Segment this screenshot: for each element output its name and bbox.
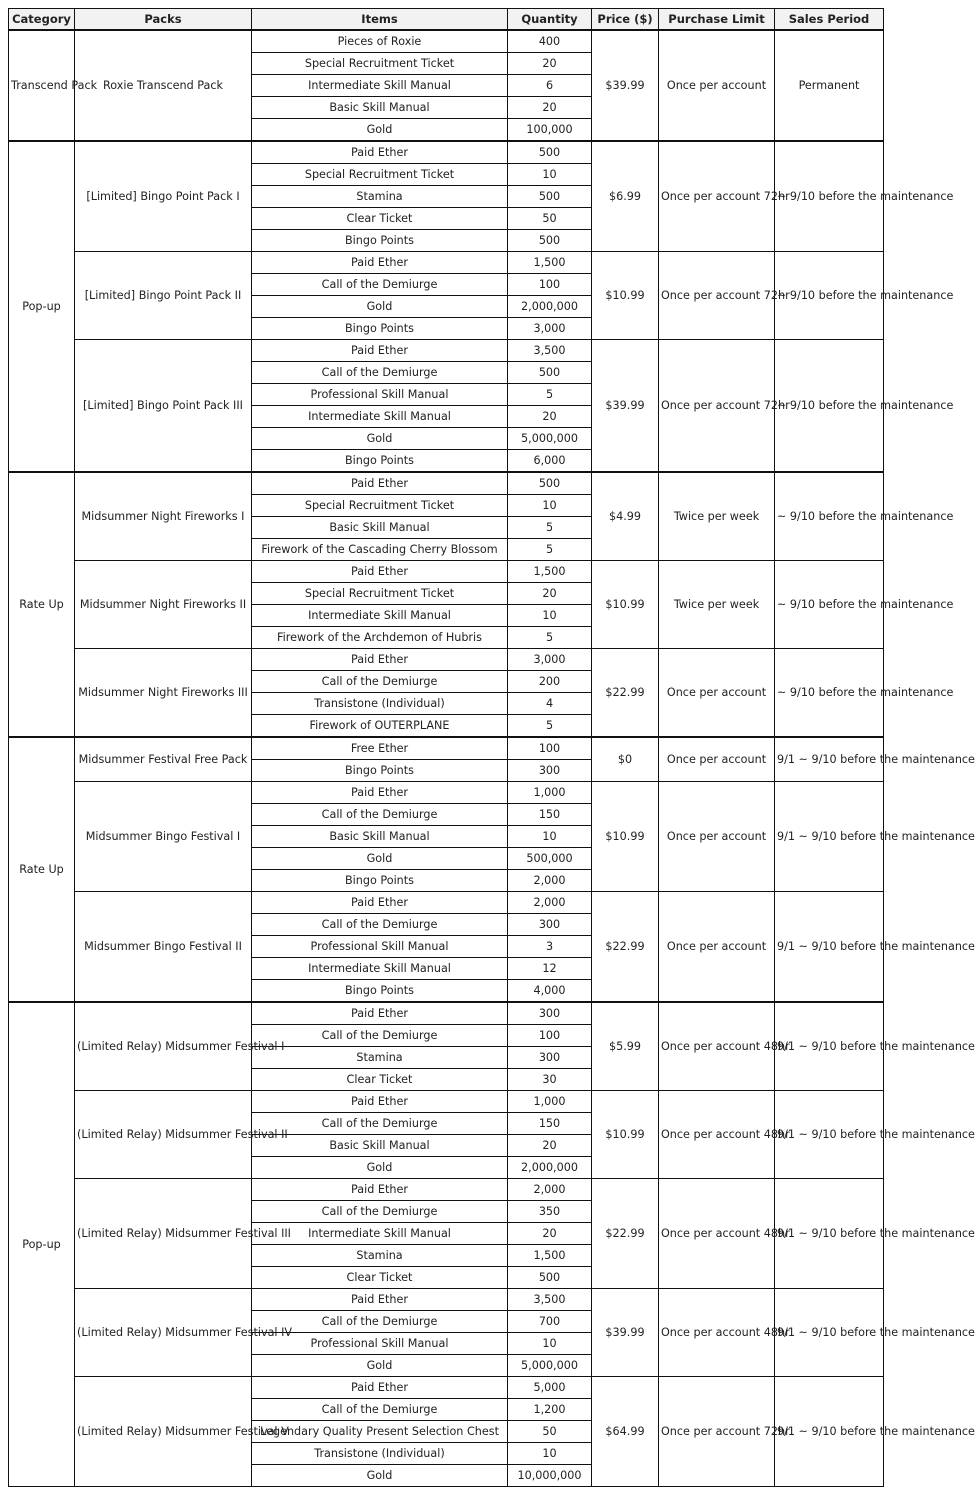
item-name-cell: Paid Ether xyxy=(252,340,508,362)
item-quantity-cell: 700 xyxy=(508,1311,592,1333)
item-quantity-cell: 2,000,000 xyxy=(508,1157,592,1179)
item-quantity-cell: 4 xyxy=(508,693,592,715)
table-row xyxy=(9,561,884,583)
pack-period-cell: 9/1 ~ 9/10 before the maintenance xyxy=(775,1289,884,1377)
pack-price-cell: $4.99 xyxy=(592,472,659,561)
item-quantity-cell: 300 xyxy=(508,1047,592,1069)
pack-period-cell: ~ 9/10 before the maintenance xyxy=(775,252,884,340)
pack-name-cell: (Limited Relay) Midsummer Festival IV xyxy=(75,1289,252,1377)
pack-name-cell: Midsummer Bingo Festival I xyxy=(75,782,252,892)
item-quantity-cell: 1,500 xyxy=(508,561,592,583)
item-name-cell: Bingo Points xyxy=(252,760,508,782)
pack-limit-cell: Once per account xyxy=(659,892,775,1003)
item-name-cell: Gold xyxy=(252,296,508,318)
pack-price-cell: $22.99 xyxy=(592,649,659,738)
item-quantity-cell: 400 xyxy=(508,30,592,53)
table-body xyxy=(9,30,975,1487)
item-name-cell: Stamina xyxy=(252,1245,508,1267)
item-name-cell: Professional Skill Manual xyxy=(252,1333,508,1355)
item-name-cell: Call of the Demiurge xyxy=(252,1311,508,1333)
item-quantity-cell: 500 xyxy=(508,141,592,164)
item-name-cell: Clear Ticket xyxy=(252,1069,508,1091)
pack-name-cell: Midsummer Night Fireworks II xyxy=(75,561,252,649)
item-name-cell: Clear Ticket xyxy=(252,208,508,230)
item-name-cell: Gold xyxy=(252,119,508,142)
item-quantity-cell: 300 xyxy=(508,1002,592,1025)
item-name-cell: Paid Ether xyxy=(252,1002,508,1025)
pack-price-cell: $10.99 xyxy=(592,561,659,649)
category-cell: Pop-up xyxy=(9,1002,75,1487)
item-name-cell: Paid Ether xyxy=(252,782,508,804)
item-quantity-cell: 150 xyxy=(508,1113,592,1135)
item-name-cell: Bingo Points xyxy=(252,980,508,1003)
pack-price-cell: $6.99 xyxy=(592,141,659,252)
item-name-cell: Paid Ether xyxy=(252,892,508,914)
item-name-cell: Firework of OUTERPLANE xyxy=(252,715,508,738)
item-quantity-cell: 10 xyxy=(508,1333,592,1355)
item-name-cell: Intermediate Skill Manual xyxy=(252,1223,508,1245)
item-name-cell: Pieces of Roxie xyxy=(252,30,508,53)
table-row xyxy=(9,1002,884,1025)
item-name-cell: Call of the Demiurge xyxy=(252,671,508,693)
item-name-cell: Transistone (Individual) xyxy=(252,1443,508,1465)
pack-price-cell: $39.99 xyxy=(592,340,659,473)
item-quantity-cell: 300 xyxy=(508,914,592,936)
category-cell: Rate Up xyxy=(9,737,75,1002)
header-sales-period: Sales Period xyxy=(775,9,884,31)
item-quantity-cell: 1,500 xyxy=(508,1245,592,1267)
table-row xyxy=(9,1179,884,1201)
pack-period-cell: ~ 9/10 before the maintenance xyxy=(775,649,884,738)
header-packs: Packs xyxy=(75,9,252,31)
pack-limit-cell: Once per account 72hr xyxy=(659,252,775,340)
item-quantity-cell: 3 xyxy=(508,936,592,958)
pack-period-cell: 9/1 ~ 9/10 before the maintenance xyxy=(775,1002,884,1091)
item-quantity-cell: 20 xyxy=(508,97,592,119)
item-quantity-cell: 1,000 xyxy=(508,782,592,804)
item-quantity-cell: 3,000 xyxy=(508,649,592,671)
item-name-cell: Gold xyxy=(252,1465,508,1487)
pack-period-cell: Permanent xyxy=(775,30,884,141)
item-quantity-cell: 50 xyxy=(508,1421,592,1443)
item-name-cell: Special Recruitment Ticket xyxy=(252,583,508,605)
pack-limit-cell: Once per account xyxy=(659,30,775,141)
item-name-cell: Intermediate Skill Manual xyxy=(252,406,508,428)
item-name-cell: Intermediate Skill Manual xyxy=(252,605,508,627)
item-quantity-cell: 100,000 xyxy=(508,119,592,142)
item-quantity-cell: 500 xyxy=(508,186,592,208)
item-quantity-cell: 2,000 xyxy=(508,892,592,914)
item-name-cell: Gold xyxy=(252,1355,508,1377)
item-quantity-cell: 500 xyxy=(508,230,592,252)
pack-price-cell: $64.99 xyxy=(592,1377,659,1487)
item-quantity-cell: 1,200 xyxy=(508,1399,592,1421)
pack-period-cell: ~ 9/10 before the maintenance xyxy=(775,141,884,252)
pack-limit-cell: Once per account 72hr xyxy=(659,340,775,473)
item-name-cell: Special Recruitment Ticket xyxy=(252,495,508,517)
table-row xyxy=(9,340,884,362)
pack-period-cell: ~ 9/10 before the maintenance xyxy=(775,472,884,561)
item-name-cell: Paid Ether xyxy=(252,1179,508,1201)
item-name-cell: Transistone (Individual) xyxy=(252,693,508,715)
item-quantity-cell: 10,000,000 xyxy=(508,1465,592,1487)
item-quantity-cell: 2,000,000 xyxy=(508,296,592,318)
item-name-cell: Bingo Points xyxy=(252,230,508,252)
item-quantity-cell: 300 xyxy=(508,760,592,782)
pack-name-cell: Midsummer Night Fireworks I xyxy=(75,472,252,561)
item-name-cell: Firework of the Cascading Cherry Blossom xyxy=(252,539,508,561)
pack-limit-cell: Twice per week xyxy=(659,561,775,649)
item-name-cell: Firework of the Archdemon of Hubris xyxy=(252,627,508,649)
item-quantity-cell: 500 xyxy=(508,472,592,495)
pack-limit-cell: Once per account 72hr xyxy=(659,1377,775,1487)
pack-name-cell: [Limited] Bingo Point Pack II xyxy=(75,252,252,340)
item-quantity-cell: 20 xyxy=(508,1223,592,1245)
item-name-cell: Call of the Demiurge xyxy=(252,1025,508,1047)
table-row xyxy=(9,30,884,53)
item-name-cell: Paid Ether xyxy=(252,1091,508,1113)
item-quantity-cell: 5,000,000 xyxy=(508,1355,592,1377)
header-category: Category xyxy=(9,9,75,31)
item-quantity-cell: 3,500 xyxy=(508,1289,592,1311)
item-name-cell: Free Ether xyxy=(252,737,508,760)
item-quantity-cell: 20 xyxy=(508,406,592,428)
category-cell: Transcend Pack xyxy=(9,30,75,141)
pack-name-cell: [Limited] Bingo Point Pack I xyxy=(75,141,252,252)
pack-limit-cell: Once per account xyxy=(659,649,775,738)
item-quantity-cell: 5,000 xyxy=(508,1377,592,1399)
item-quantity-cell: 350 xyxy=(508,1201,592,1223)
item-quantity-cell: 10 xyxy=(508,495,592,517)
pack-name-cell: (Limited Relay) Midsummer Festival V xyxy=(75,1377,252,1487)
item-quantity-cell: 6 xyxy=(508,75,592,97)
item-quantity-cell: 10 xyxy=(508,826,592,848)
item-name-cell: Gold xyxy=(252,1157,508,1179)
pack-name-cell: (Limited Relay) Midsummer Festival I xyxy=(75,1002,252,1091)
item-name-cell: Paid Ether xyxy=(252,1289,508,1311)
item-name-cell: Special Recruitment Ticket xyxy=(252,53,508,75)
pack-name-cell: Midsummer Bingo Festival II xyxy=(75,892,252,1003)
item-quantity-cell: 10 xyxy=(508,164,592,186)
pack-name-cell: [Limited] Bingo Point Pack III xyxy=(75,340,252,473)
pack-name-cell: (Limited Relay) Midsummer Festival III xyxy=(75,1179,252,1289)
pack-limit-cell: Once per account 48hr xyxy=(659,1179,775,1289)
pack-period-cell: ~ 9/10 before the maintenance xyxy=(775,340,884,473)
packs-table xyxy=(8,8,975,1487)
pack-limit-cell: Once per account xyxy=(659,737,775,782)
pack-limit-cell: Once per account 72hr xyxy=(659,141,775,252)
item-quantity-cell: 150 xyxy=(508,804,592,826)
item-name-cell: Call of the Demiurge xyxy=(252,274,508,296)
item-name-cell: Special Recruitment Ticket xyxy=(252,164,508,186)
item-quantity-cell: 500,000 xyxy=(508,848,592,870)
table-row xyxy=(9,1377,884,1399)
item-name-cell: Intermediate Skill Manual xyxy=(252,958,508,980)
item-name-cell: Basic Skill Manual xyxy=(252,97,508,119)
item-quantity-cell: 5 xyxy=(508,627,592,649)
item-quantity-cell: 20 xyxy=(508,583,592,605)
item-name-cell: Bingo Points xyxy=(252,318,508,340)
item-quantity-cell: 100 xyxy=(508,737,592,760)
item-name-cell: Call of the Demiurge xyxy=(252,804,508,826)
pack-limit-cell: Once per account 48hr xyxy=(659,1002,775,1091)
item-name-cell: Professional Skill Manual xyxy=(252,384,508,406)
item-name-cell: Stamina xyxy=(252,1047,508,1069)
item-quantity-cell: 30 xyxy=(508,1069,592,1091)
item-name-cell: Paid Ether xyxy=(252,141,508,164)
item-name-cell: Basic Skill Manual xyxy=(252,826,508,848)
item-name-cell: Call of the Demiurge xyxy=(252,914,508,936)
item-quantity-cell: 20 xyxy=(508,1135,592,1157)
pack-price-cell: $5.99 xyxy=(592,1002,659,1091)
item-quantity-cell: 500 xyxy=(508,1267,592,1289)
category-cell: Pop-up xyxy=(9,141,75,472)
pack-name-cell: Midsummer Night Fireworks III xyxy=(75,649,252,738)
table-row xyxy=(9,252,884,274)
item-quantity-cell: 3,500 xyxy=(508,340,592,362)
item-quantity-cell: 10 xyxy=(508,605,592,627)
item-name-cell: Intermediate Skill Manual xyxy=(252,75,508,97)
item-quantity-cell: 6,000 xyxy=(508,450,592,473)
item-name-cell: Paid Ether xyxy=(252,649,508,671)
item-name-cell: Legendary Quality Present Selection Chest xyxy=(252,1421,508,1443)
header-items: Items xyxy=(252,9,508,31)
header-price: Price ($) xyxy=(592,9,659,31)
item-name-cell: Bingo Points xyxy=(252,450,508,473)
item-name-cell: Basic Skill Manual xyxy=(252,517,508,539)
item-quantity-cell: 200 xyxy=(508,671,592,693)
pack-limit-cell: Once per account 48hr xyxy=(659,1289,775,1377)
pack-name-cell: Roxie Transcend Pack xyxy=(75,30,252,141)
pack-period-cell: 9/1 ~ 9/10 before the maintenance xyxy=(775,892,884,1003)
item-quantity-cell: 4,000 xyxy=(508,980,592,1003)
pack-price-cell: $10.99 xyxy=(592,782,659,892)
pack-period-cell: 9/1 ~ 9/10 before the maintenance xyxy=(775,1377,884,1487)
item-name-cell: Call of the Demiurge xyxy=(252,362,508,384)
item-name-cell: Clear Ticket xyxy=(252,1267,508,1289)
pack-price-cell: $22.99 xyxy=(592,892,659,1003)
item-quantity-cell: 500 xyxy=(508,362,592,384)
table-row xyxy=(9,782,884,804)
item-name-cell: Paid Ether xyxy=(252,472,508,495)
item-quantity-cell: 1,500 xyxy=(508,252,592,274)
table-row xyxy=(9,141,884,164)
item-quantity-cell: 5 xyxy=(508,384,592,406)
category-cell: Rate Up xyxy=(9,472,75,737)
item-name-cell: Gold xyxy=(252,848,508,870)
table-row xyxy=(9,1289,884,1311)
item-name-cell: Stamina xyxy=(252,186,508,208)
item-name-cell: Paid Ether xyxy=(252,561,508,583)
table-row xyxy=(9,1091,884,1113)
item-name-cell: Bingo Points xyxy=(252,870,508,892)
header-purchase-limit: Purchase Limit xyxy=(659,9,775,31)
item-name-cell: Call of the Demiurge xyxy=(252,1201,508,1223)
pack-period-cell: 9/1 ~ 9/10 before the maintenance xyxy=(775,737,884,782)
item-quantity-cell: 5 xyxy=(508,517,592,539)
item-quantity-cell: 100 xyxy=(508,1025,592,1047)
item-name-cell: Paid Ether xyxy=(252,1377,508,1399)
item-name-cell: Call of the Demiurge xyxy=(252,1113,508,1135)
pack-period-cell: 9/1 ~ 9/10 before the maintenance xyxy=(775,782,884,892)
pack-price-cell: $39.99 xyxy=(592,1289,659,1377)
pack-period-cell: ~ 9/10 before the maintenance xyxy=(775,561,884,649)
item-quantity-cell: 2,000 xyxy=(508,1179,592,1201)
pack-price-cell: $10.99 xyxy=(592,252,659,340)
pack-price-cell: $0 xyxy=(592,737,659,782)
item-quantity-cell: 5 xyxy=(508,715,592,738)
item-quantity-cell: 12 xyxy=(508,958,592,980)
item-quantity-cell: 5 xyxy=(508,539,592,561)
table-row xyxy=(9,649,884,671)
item-name-cell: Professional Skill Manual xyxy=(252,936,508,958)
item-name-cell: Call of the Demiurge xyxy=(252,1399,508,1421)
pack-name-cell: Midsummer Festival Free Pack xyxy=(75,737,252,782)
pack-limit-cell: Twice per week xyxy=(659,472,775,561)
pack-price-cell: $10.99 xyxy=(592,1091,659,1179)
pack-limit-cell: Once per account xyxy=(659,782,775,892)
pack-name-cell: (Limited Relay) Midsummer Festival II xyxy=(75,1091,252,1179)
item-quantity-cell: 1,000 xyxy=(508,1091,592,1113)
item-quantity-cell: 50 xyxy=(508,208,592,230)
header-row xyxy=(9,9,884,31)
item-quantity-cell: 3,000 xyxy=(508,318,592,340)
table-row xyxy=(9,737,884,760)
item-quantity-cell: 2,000 xyxy=(508,870,592,892)
pack-price-cell: $39.99 xyxy=(592,30,659,141)
table-row xyxy=(9,472,884,495)
item-quantity-cell: 20 xyxy=(508,53,592,75)
table-row xyxy=(9,892,884,914)
pack-period-cell: 9/1 ~ 9/10 before the maintenance xyxy=(775,1091,884,1179)
pack-price-cell: $22.99 xyxy=(592,1179,659,1289)
item-name-cell: Basic Skill Manual xyxy=(252,1135,508,1157)
header-quantity: Quantity xyxy=(508,9,592,31)
item-name-cell: Paid Ether xyxy=(252,252,508,274)
item-quantity-cell: 5,000,000 xyxy=(508,428,592,450)
item-name-cell: Gold xyxy=(252,428,508,450)
pack-period-cell: 9/1 ~ 9/10 before the maintenance xyxy=(775,1179,884,1289)
item-quantity-cell: 100 xyxy=(508,274,592,296)
item-quantity-cell: 10 xyxy=(508,1443,592,1465)
pack-limit-cell: Once per account 48hr xyxy=(659,1091,775,1179)
